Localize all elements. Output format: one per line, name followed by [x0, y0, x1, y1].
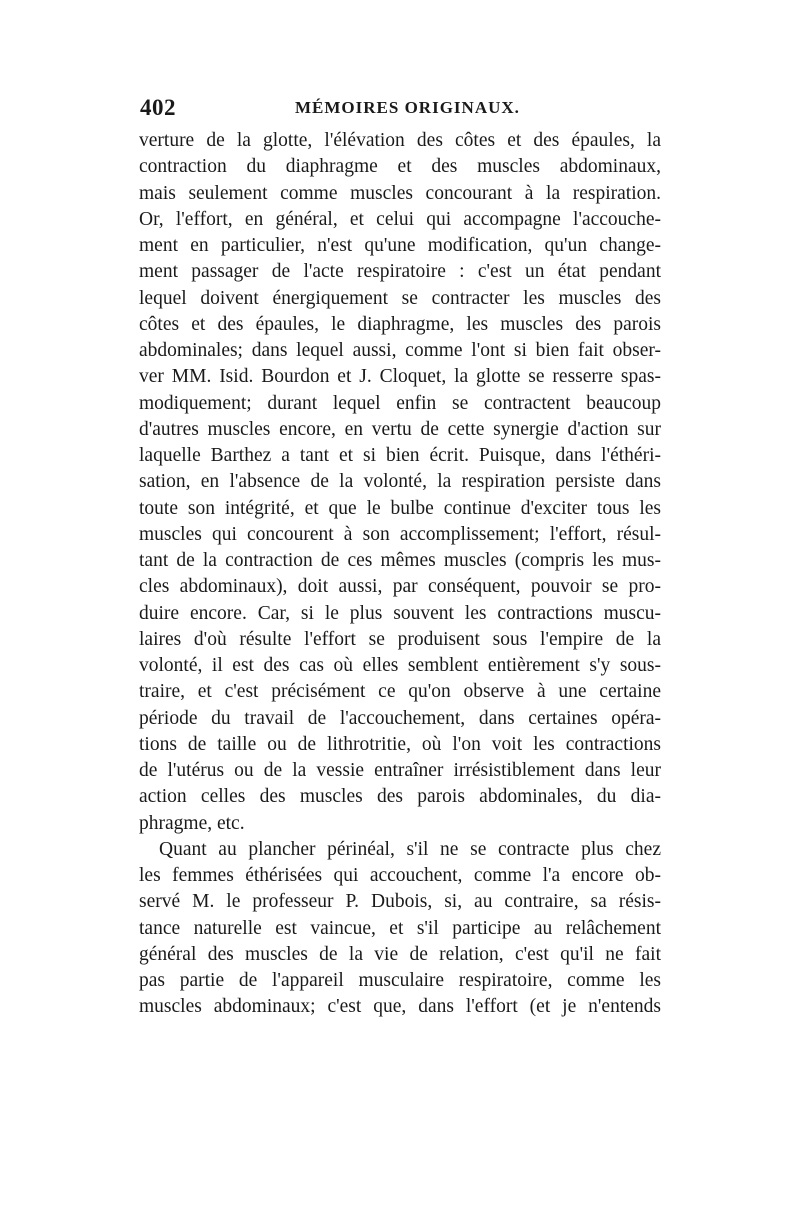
page-header — [140, 95, 660, 125]
text-line: volonté, il est des cas où elles semblent entièrement s'y sous- — [139, 655, 661, 676]
text-line: ver MM. Isid. Bourdon et J. Cloquet, la glotte se resserre spas- — [139, 366, 661, 388]
text-line: cles abdominaux), doit aussi, par conséquent, pouvoir se pro- — [139, 576, 661, 598]
text-line: action celles des muscles des parois abdominales, du dia- — [139, 786, 661, 808]
text-line: tions de taille ou de lithrotritie, où l'on voit les contractions — [139, 733, 661, 755]
text-line: muscles abdominaux; c'est que, dans l'effort (et je n'entends — [139, 996, 661, 1018]
text-line: contraction du diaphragme et des muscles abdominaux, — [139, 156, 661, 178]
text-line: tant de la contraction de ces mêmes muscles (compris les mus- — [139, 550, 661, 571]
text-line: toute son intégrité, et que le bulbe continue d'exciter tous les — [139, 497, 661, 519]
text-line: duire encore. Car, si le plus souvent les contractions muscu- — [139, 602, 661, 624]
text-line: les femmes éthérisées qui accouchent, comme l'a encore ob- — [139, 865, 661, 886]
running-head: MÉMOIRES ORIGINAUX. — [295, 98, 520, 117]
text-line: laires d'où résulte l'effort se produisent sous l'empire de la — [139, 628, 661, 650]
text-line: traire, et c'est précisément ce qu'on observe à une certaine — [139, 681, 661, 703]
text-line: côtes et des épaules, le diaphragme, les muscles des parois — [139, 313, 661, 335]
text-line: mais seulement comme muscles concourant à la respiration. — [139, 182, 661, 204]
text-line: d'autres muscles encore, en vertu de cette synergie d'action sur — [139, 418, 661, 440]
text-line: servé M. le professeur P. Dubois, si, au contraire, sa résis- — [139, 891, 661, 913]
text-line: ment passager de l'acte respiratoire : c'est un état pendant — [139, 261, 661, 283]
text-line: de l'utérus ou de la vessie entraîner irrésistiblement dans leur — [139, 760, 661, 781]
text-line: tance naturelle est vaincue, et s'il participe au relâchement — [139, 917, 661, 939]
text-line: modiquement; durant lequel enfin se contractent beaucoup — [139, 392, 661, 414]
text-line: abdominales; dans lequel aussi, comme l'ont si bien fait obser- — [139, 340, 661, 361]
text-line: sation, en l'absence de la volonté, la respiration persiste dans — [139, 471, 661, 493]
text-line: pas partie de l'appareil musculaire respiratoire, comme les — [139, 970, 661, 991]
text-line: phragme, etc. — [139, 812, 245, 834]
text-line: Quant au plancher périnéal, s'il ne se contracte plus chez — [159, 838, 661, 860]
text-line: lequel doivent énergiquement se contracter les muscles des — [139, 287, 661, 309]
text-line: période du travail de l'accouchement, dans certaines opéra- — [139, 707, 661, 729]
text-line: ment en particulier, n'est qu'une modification, qu'un change- — [139, 235, 661, 256]
page-number: 402 — [140, 95, 176, 120]
text-line: muscles qui concourent à son accomplissement; l'effort, résul- — [139, 523, 661, 545]
text-line: général des muscles de la vie de relation, c'est qu'il ne fait — [139, 943, 661, 965]
text-line: verture de la glotte, l'élévation des côtes et des épaules, la — [139, 130, 661, 151]
body-text — [139, 128, 661, 1021]
text-line: laquelle Barthez a tant et si bien écrit. Puisque, dans l'éthéri- — [139, 445, 661, 466]
text-line: Or, l'effort, en général, et celui qui accompagne l'accouche- — [139, 208, 661, 230]
